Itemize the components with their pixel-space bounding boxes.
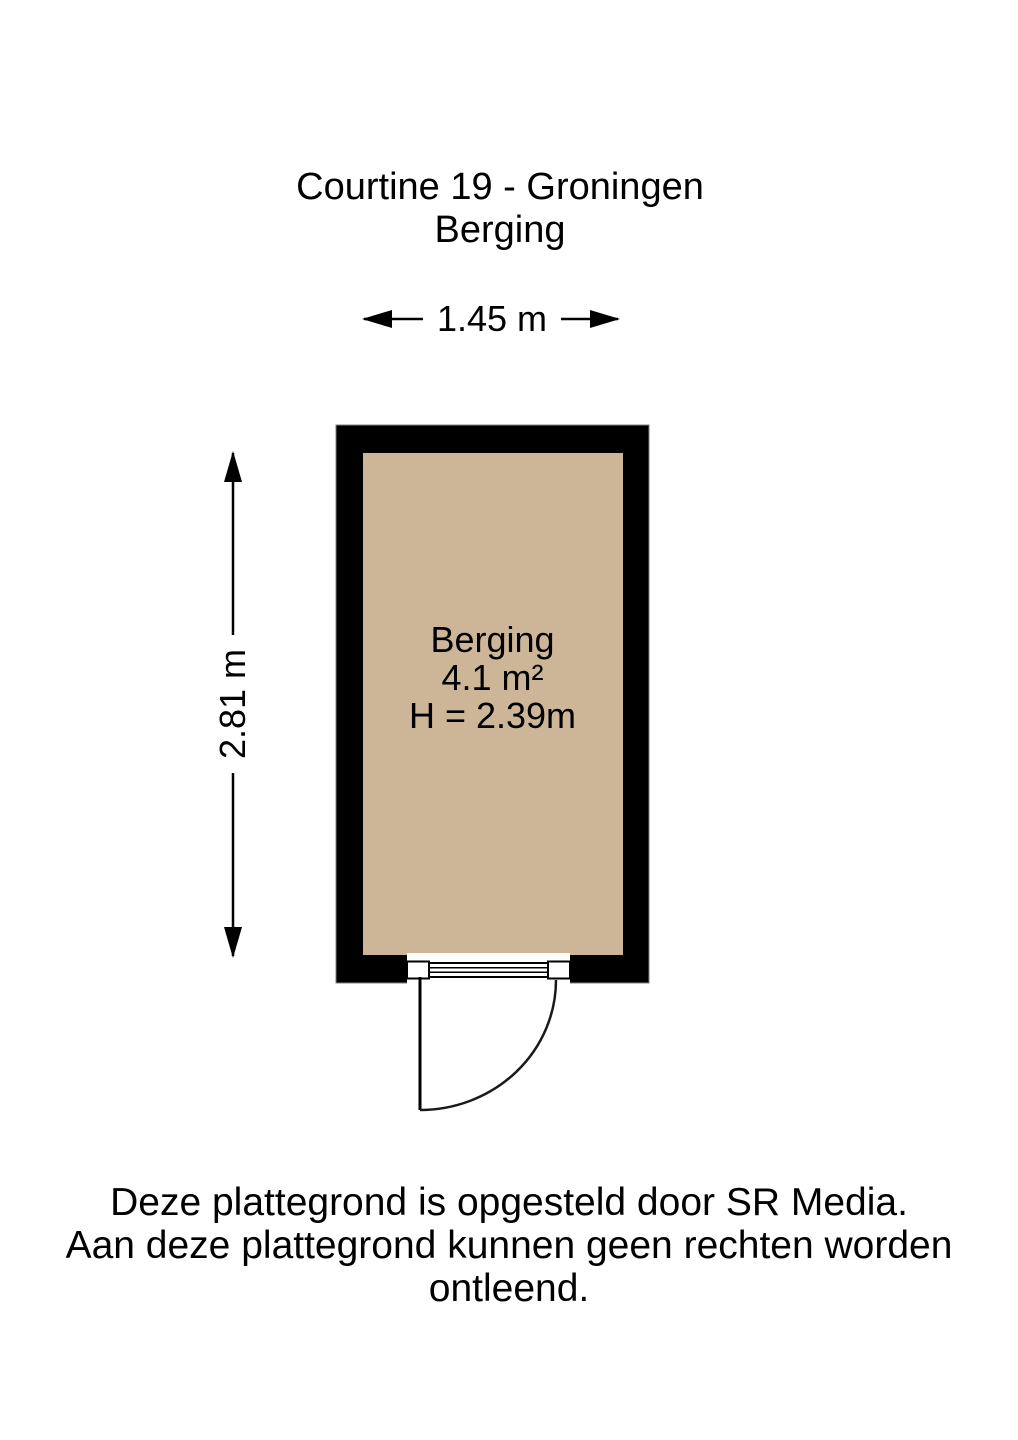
room-name-label: Berging bbox=[430, 619, 555, 660]
plan-title-room: Berging bbox=[434, 209, 566, 251]
room-ceiling-height-label: H = 2.39m bbox=[408, 695, 577, 736]
plan-title-address: Courtine 19 - Groningen bbox=[296, 166, 704, 208]
door-jamb-left bbox=[407, 962, 429, 979]
door-jamb-right bbox=[548, 962, 570, 979]
dim-arrow-up-icon bbox=[224, 451, 242, 482]
footer-line-1: Deze plattegrond is opgesteld door SR Media. bbox=[110, 1181, 908, 1224]
room-area-label: 4.1 m² bbox=[441, 657, 544, 698]
dim-arrow-left-icon bbox=[362, 310, 392, 328]
dim-arrow-right-icon bbox=[590, 310, 620, 328]
room-label bbox=[336, 621, 649, 735]
door-swing-arc bbox=[420, 980, 556, 1110]
door-threshold bbox=[429, 963, 548, 977]
plan-title bbox=[0, 166, 1009, 252]
height-dimension-label: 2.81 m bbox=[211, 635, 255, 773]
width-dimension-label: 1.45 m bbox=[423, 297, 561, 341]
footer-line-2: Aan deze plattegrond kunnen geen rechten worden ontleend. bbox=[65, 1224, 953, 1310]
dim-arrow-down-icon bbox=[224, 927, 242, 958]
door bbox=[407, 953, 570, 1110]
plan-footer bbox=[0, 1181, 1018, 1310]
